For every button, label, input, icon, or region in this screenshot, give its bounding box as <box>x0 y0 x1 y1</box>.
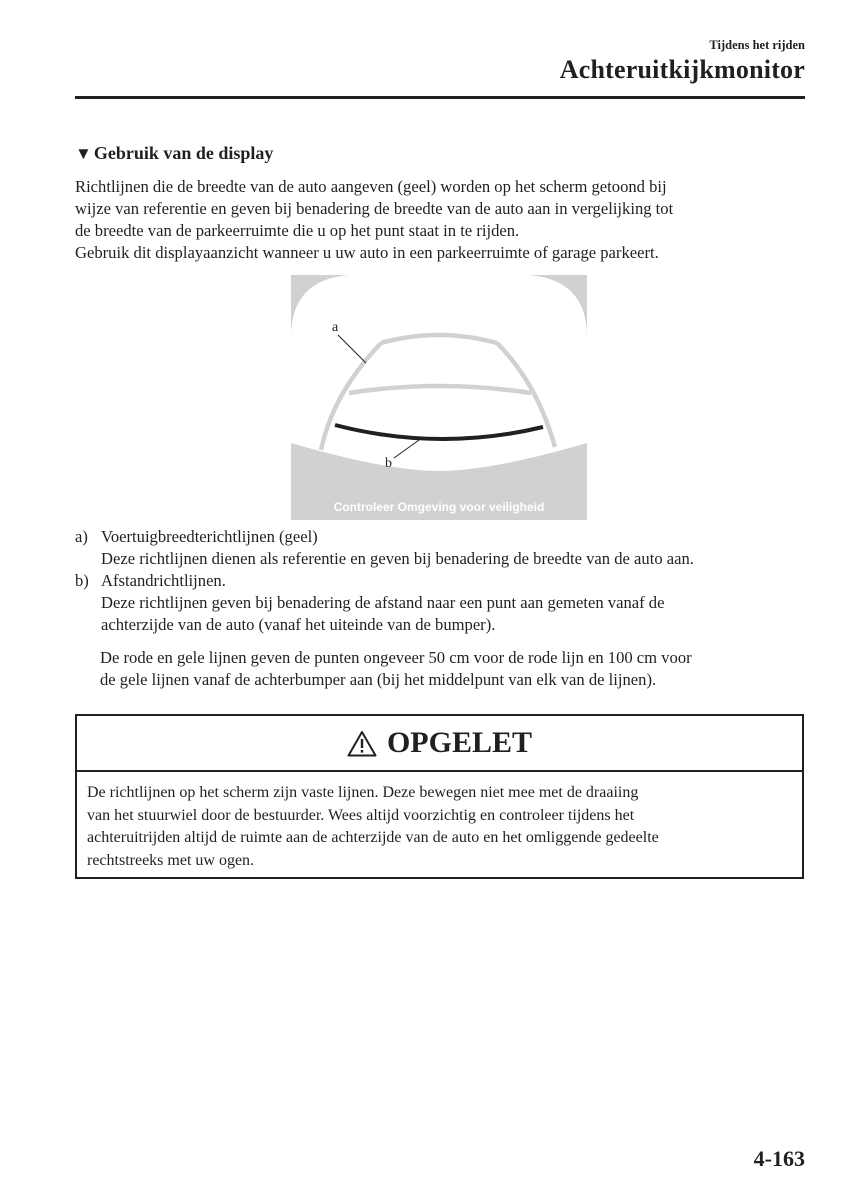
intro-line: Richtlijnen die de breedte van de auto aangeven (geel) worden op het scherm getoond bij <box>75 177 667 196</box>
warning-triangle-icon <box>347 730 377 757</box>
caution-line: rechtstreeks met uw ogen. <box>87 851 255 869</box>
legend-line: Deze richtlijnen geven bij benadering de afstand naar een punt aan gemeten vanaf de <box>101 593 665 612</box>
legend-line: Deze richtlijnen dienen als referentie en geven bij benadering de breedte van de auto aan. <box>101 549 694 568</box>
caution-line: van het stuurwiel door de bestuurder. Wees altijd voorzichtig en controleer tijdens het <box>87 806 635 824</box>
caution-title: OPGELET <box>386 726 533 759</box>
display-illustration <box>291 275 587 520</box>
distance-note <box>100 647 815 691</box>
figure-legend <box>75 526 815 636</box>
callout-label-b: b <box>385 456 392 471</box>
page-title: Achteruitkijkmonitor <box>559 55 805 84</box>
caution-text <box>77 772 802 872</box>
screen-safety-message: Controleer Omgeving voor veiligheid <box>333 500 545 514</box>
legend-title: Voertuigbreedterichtlijnen (geel) <box>101 527 318 546</box>
section-heading-text: Gebruik van de display <box>93 143 274 163</box>
rear-camera-display-figure <box>291 275 587 520</box>
legend-item-a <box>75 526 815 570</box>
down-triangle-icon: ▼ <box>75 144 92 163</box>
section-heading <box>75 143 273 164</box>
legend-key: a) <box>75 527 88 546</box>
legend-key: b) <box>75 571 89 590</box>
intro-paragraph <box>75 176 810 264</box>
intro-line: wijze van referentie en geven bij benadering de breedte van de auto aan in vergelijking tot <box>75 199 674 218</box>
caution-header <box>77 716 802 772</box>
caution-line: achteruitrijden altijd de ruimte aan de achterzijde van de auto en het omliggende gedeelte <box>87 829 659 846</box>
note-line: de gele lijnen vanaf de achterbumper aan (bij het middelpunt van elk van de lijnen). <box>100 670 657 689</box>
legend-item-b <box>75 570 815 636</box>
legend-line: achterzijde van de auto (vanaf het uiteinde van de bumper). <box>101 615 496 634</box>
caution-box <box>75 714 804 879</box>
intro-line: Gebruik dit displayaanzicht wanneer u uw auto in een parkeerruimte of garage parkeert. <box>75 243 659 262</box>
legend-title: Afstandrichtlijnen. <box>101 571 226 590</box>
page-number: 4-163 <box>753 1146 805 1171</box>
note-line: De rode en gele lijnen geven de punten ongeveer 50 cm voor de rode lijn en 100 cm voor <box>100 648 692 667</box>
callout-label-a: a <box>332 320 339 335</box>
intro-line: de breedte van de parkeerruimte die u op het punt staat in te rijden. <box>75 221 520 240</box>
running-header-section: Tijdens het rijden <box>709 38 805 52</box>
caution-line: De richtlijnen op het scherm zijn vaste lijnen. Deze bewegen niet mee met de draaiing <box>87 784 639 801</box>
header-rule <box>75 96 805 99</box>
camera-view-area <box>291 275 587 471</box>
